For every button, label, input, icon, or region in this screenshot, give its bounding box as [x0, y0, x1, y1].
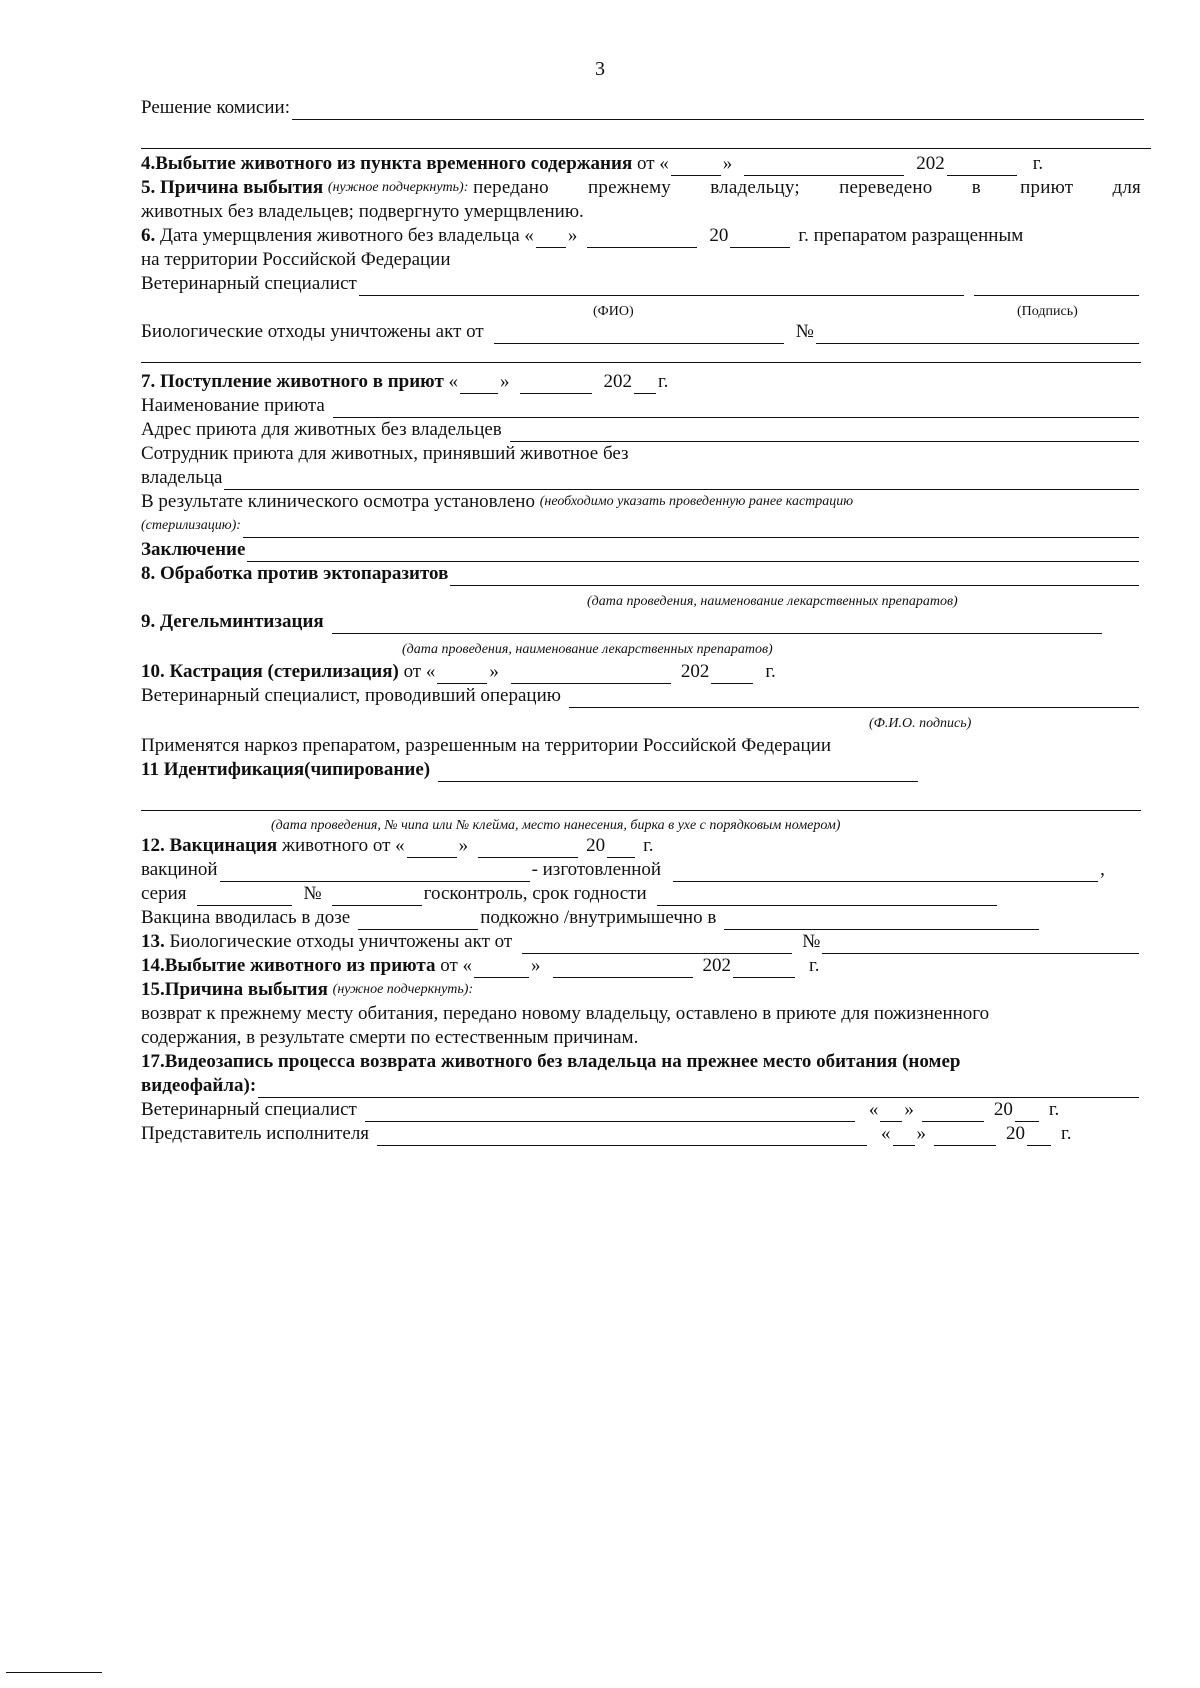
signature-vet-field[interactable]	[365, 1103, 855, 1122]
section-9-title: 9. Дегельминтизация	[141, 611, 324, 632]
section-9-field[interactable]	[332, 615, 1102, 634]
section-13-text: Биологические отходы уничтожены акт от	[169, 931, 513, 952]
shelter-name-line	[141, 394, 1141, 418]
section-14-title: 14.Выбытие животного из приюта	[141, 955, 436, 976]
section-10-day-field[interactable]	[437, 665, 487, 684]
section-11	[141, 758, 1141, 782]
page-number: 3	[595, 58, 605, 80]
number-sign: №	[303, 883, 322, 904]
quote-close: »	[916, 1123, 927, 1144]
vet-sign-field[interactable]	[974, 277, 1139, 296]
bio-waste-date-field[interactable]	[494, 325, 784, 344]
anesthesia-text: Применятся наркоз препаратом, разрешенным на территории Российской Федерации	[141, 735, 832, 756]
section-4	[141, 152, 1141, 176]
year-prefix: 20	[586, 835, 606, 856]
number-sign: №	[795, 321, 814, 342]
section-12-title: 12. Вакцинация	[141, 835, 278, 856]
section-17-title-1: 17.Видеозапись процесса возврата животного без владельца на прежнее место обитания (номер	[141, 1051, 961, 1072]
footnote-rule	[6, 1672, 102, 1673]
vaccine-field[interactable]	[220, 863, 530, 882]
vet-label: Ветеринарный специалист	[141, 273, 357, 294]
year-suffix: г.	[1032, 153, 1044, 174]
exam-line-2	[141, 514, 1141, 538]
quote-close: »	[458, 835, 469, 856]
signature-vet-label: Ветеринарный специалист	[141, 1099, 357, 1120]
section-13	[141, 930, 1141, 954]
section-15-line-2	[141, 1002, 1141, 1026]
year-prefix: 20	[709, 225, 729, 246]
section-4-day-field[interactable]	[671, 157, 721, 176]
section-7-year-field[interactable]	[634, 375, 656, 394]
route-label: подкожно /внутримышечно в	[480, 907, 717, 928]
exam-note-1: (необходимо указать проведенную ранее кастрацию	[539, 494, 854, 509]
dose-line	[141, 906, 1141, 930]
section-8-caption: (дата проведения, наименование лекарственных препаратов)	[587, 594, 958, 609]
year-prefix: 202	[603, 371, 633, 392]
section-15-text-1: возврат к прежнему месту обитания, передано новому владельцу, оставлено в приюте для пожизненного	[141, 1003, 990, 1024]
year-prefix: 202	[702, 955, 732, 976]
signature-vet-day-field[interactable]	[880, 1103, 902, 1122]
decision-line	[141, 96, 1146, 120]
section-14-ot: от «	[440, 955, 473, 976]
signature-rep-month-field[interactable]	[934, 1127, 996, 1146]
section-14-month-field[interactable]	[553, 959, 693, 978]
section-5-line-2	[141, 200, 1141, 224]
signature-vet-month-field[interactable]	[922, 1103, 984, 1122]
section-13-title: 13.	[141, 931, 165, 952]
section-15-line-3	[141, 1026, 1141, 1050]
section-14-year-field[interactable]	[733, 959, 795, 978]
section-6-text-1: Дата умерщвления животного без владельца «	[160, 225, 534, 246]
section-5-note: (нужное подчеркнуть):	[327, 180, 469, 195]
section-8-field[interactable]	[450, 567, 1139, 586]
control-label: госконтроль, срок годности	[423, 883, 647, 904]
signature-rep-field[interactable]	[377, 1127, 867, 1146]
dose-field[interactable]	[358, 911, 478, 930]
section-10-vet-line	[141, 684, 1141, 708]
section-7-day-field[interactable]	[460, 375, 498, 394]
shelter-staff-label: Сотрудник приюта для животных, принявший животное без	[141, 443, 629, 464]
section-15	[141, 978, 1141, 1002]
section-10-vet-field[interactable]	[569, 689, 1139, 708]
quote-close: »	[567, 225, 578, 246]
dose-label: Вакцина вводилась в дозе	[141, 907, 351, 928]
vet-line	[141, 272, 1141, 296]
quote-close: »	[500, 371, 510, 392]
vet-fio-field[interactable]	[359, 277, 964, 296]
signature-rep-year-field[interactable]	[1027, 1127, 1051, 1146]
section-10	[141, 660, 1141, 684]
section-9	[141, 610, 1141, 634]
section-11-field[interactable]	[438, 763, 918, 782]
section-6-year-field[interactable]	[730, 229, 790, 248]
year-suffix: г.	[643, 835, 654, 856]
year-suffix: г.	[809, 955, 820, 976]
section-6-day-field[interactable]	[536, 229, 566, 248]
exam-note-2: (стерилизацию):	[141, 518, 241, 533]
quote-close: »	[531, 955, 541, 976]
quote-open: «	[881, 1123, 891, 1144]
section-10-title: 10. Кастрация (стерилизация)	[141, 661, 399, 682]
shelter-staff-line-2	[141, 466, 1141, 490]
section-14	[141, 954, 1141, 978]
signature-rep-line	[141, 1122, 1141, 1146]
quote-close: »	[722, 153, 733, 174]
section-10-ot: от «	[403, 661, 436, 682]
section-6-text-3: на территории Российской Федерации	[141, 249, 451, 270]
section-14-day-field[interactable]	[474, 959, 529, 978]
year-prefix: 202	[916, 153, 945, 174]
section-11-caption: (дата проведения, № чипа или № клейма, место нанесения, бирка в ухе с порядковым номером)	[271, 818, 841, 833]
quote-open: «	[868, 1099, 879, 1120]
year-suffix: г.	[1048, 1099, 1060, 1120]
section-4-month-field[interactable]	[744, 157, 904, 176]
section-11-line-2	[141, 810, 1141, 811]
quote-close: »	[904, 1099, 914, 1120]
section-7	[141, 370, 1141, 394]
section-17	[141, 1050, 1141, 1074]
signature-vet-year-field[interactable]	[1015, 1103, 1039, 1122]
section-15-note: (нужное подчеркнуть):	[332, 982, 474, 997]
section-12-text: животного от «	[281, 835, 405, 856]
section-7-month-field[interactable]	[520, 375, 592, 394]
quote-close: »	[489, 661, 499, 682]
section-12-month-field[interactable]	[478, 839, 578, 858]
section-4-title: 4.Выбытие животного из пункта временного содержания	[141, 153, 633, 174]
section-4-ot: от «	[636, 153, 669, 174]
section-11-title: 11 Идентификация(чипирование)	[141, 759, 431, 780]
bio-waste-number-field[interactable]	[816, 325, 1139, 344]
bio-waste-label: Биологические отходы уничтожены акт от	[141, 321, 484, 342]
section-15-title: 15.Причина выбытия	[141, 979, 328, 1000]
exam-field[interactable]	[243, 519, 1139, 538]
number-sign: №	[802, 931, 821, 952]
caption-fio: (ФИО)	[593, 304, 634, 319]
exam-line	[141, 490, 1141, 514]
vaccine-label: вакциной	[141, 859, 218, 880]
section-5-text-1: передано прежнему владельцу; переведено в приют для	[473, 177, 1141, 198]
signature-vet-line	[141, 1098, 1141, 1122]
anesthesia-line	[141, 734, 1141, 758]
section-5-text-2: животных без владельцев; подвергнуто умерщвлению.	[141, 201, 584, 222]
shelter-staff-line	[141, 442, 1141, 466]
exam-label: В результате клинического осмотра установлено	[141, 491, 535, 512]
series-field[interactable]	[197, 887, 292, 906]
section-12-day-field[interactable]	[407, 839, 457, 858]
section-9-caption: (дата проведения, наименование лекарственных препаратов)	[402, 642, 773, 657]
year-suffix: г.	[765, 661, 776, 682]
section-8	[141, 562, 1141, 586]
comma: ,	[1100, 859, 1105, 880]
vaccine-made-label: - изготовленной	[531, 859, 662, 880]
section-4-year-field[interactable]	[947, 157, 1017, 176]
section-6-month-field[interactable]	[587, 229, 697, 248]
shelter-address-label: Адрес приюта для животных без владельцев	[141, 419, 502, 440]
section-10-year-field[interactable]	[711, 665, 753, 684]
signature-rep-label: Представитель исполнителя	[141, 1123, 370, 1144]
shelter-name-field[interactable]	[333, 399, 1139, 418]
conclusion-label: Заключение	[141, 539, 246, 560]
year-prefix: 20	[993, 1099, 1013, 1120]
year-suffix: г.	[1061, 1123, 1072, 1144]
section-13-date-field[interactable]	[522, 935, 792, 954]
series-label: серия	[141, 883, 187, 904]
section-7-title: 7. Поступление животного в приют	[141, 371, 444, 392]
year-suffix: г.	[658, 371, 669, 392]
section-6	[141, 224, 1141, 248]
series-line	[141, 882, 1141, 906]
section-5-title: 5. Причина выбытия	[141, 177, 324, 198]
section-12	[141, 834, 1141, 858]
vaccine-line	[141, 858, 1141, 882]
year-prefix: 202	[680, 661, 710, 682]
section-5	[141, 176, 1141, 200]
section-6-line-2	[141, 248, 1141, 272]
signature-rep-day-field[interactable]	[893, 1127, 915, 1146]
shelter-address-line	[141, 418, 1141, 442]
section-17-title-2: видеофайла):	[141, 1075, 257, 1096]
section-12-year-field[interactable]	[607, 839, 635, 858]
separator-line	[141, 362, 1141, 363]
route-field[interactable]	[724, 911, 1039, 930]
decision-label: Решение комисии:	[141, 97, 290, 118]
decision-field[interactable]	[292, 101, 1144, 120]
series-number-field[interactable]	[332, 887, 422, 906]
expiry-field[interactable]	[657, 887, 997, 906]
shelter-address-field[interactable]	[510, 423, 1139, 442]
section-10-caption: (Ф.И.О. подпись)	[869, 716, 972, 731]
section-8-title: 8. Обработка против эктопаразитов	[141, 563, 449, 584]
section-17-line-2	[141, 1074, 1141, 1098]
shelter-name-label: Наименование приюта	[141, 395, 325, 416]
decision-line-2	[141, 148, 1151, 149]
conclusion-line	[141, 538, 1141, 562]
caption-signature: (Подпись)	[1017, 304, 1078, 319]
section-6-title: 6.	[141, 225, 156, 246]
shelter-staff-label-2: владельца	[141, 467, 223, 488]
shelter-staff-field[interactable]	[224, 471, 1139, 490]
year-prefix: 20	[1006, 1123, 1026, 1144]
section-10-vet-label: Ветеринарный специалист, проводивший операцию	[141, 685, 561, 706]
section-10-month-field[interactable]	[511, 665, 671, 684]
section-6-text-2: г. препаратом разращенным	[798, 225, 1024, 246]
section-13-number-field[interactable]	[822, 935, 1139, 954]
vaccine-maker-field[interactable]	[673, 863, 1098, 882]
conclusion-field[interactable]	[247, 543, 1139, 562]
section-15-text-2: содержания, в результате смерти по естественным причинам.	[141, 1027, 639, 1048]
section-17-field[interactable]	[258, 1079, 1139, 1098]
bio-waste-line	[141, 320, 1141, 344]
quote-open: «	[448, 371, 459, 392]
